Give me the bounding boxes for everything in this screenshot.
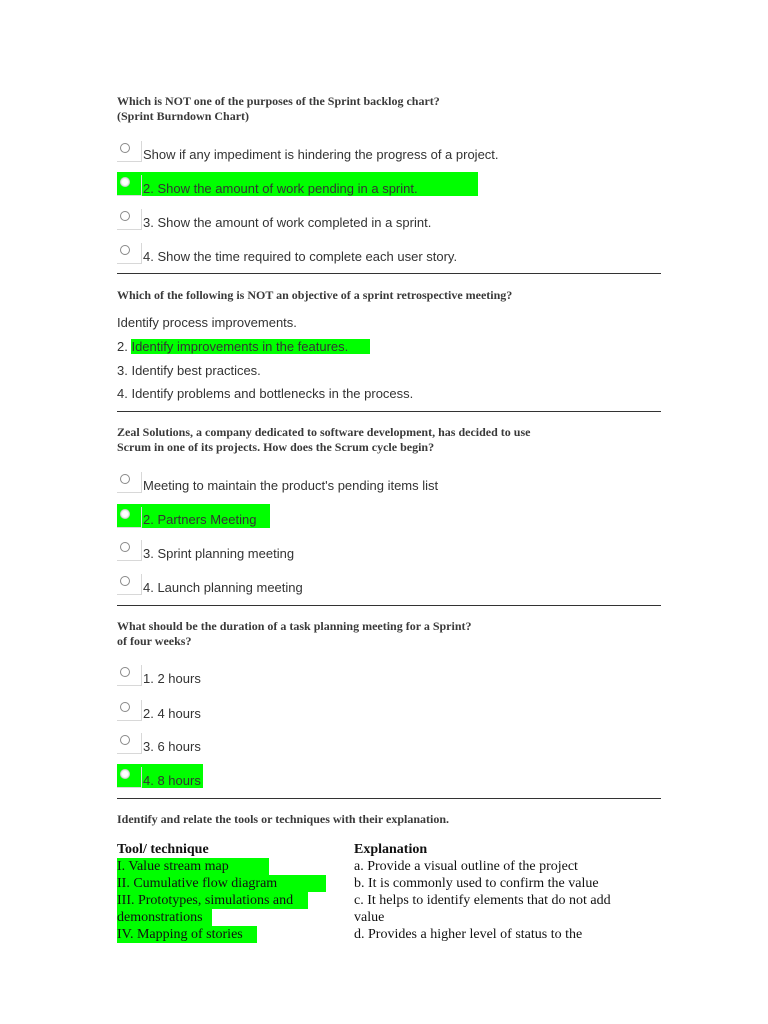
question-1-text bbox=[117, 94, 440, 124]
q3-option-2-label: 2. Partners Meeting bbox=[143, 512, 257, 527]
q3-option-3-label: 3. Sprint planning meeting bbox=[143, 546, 295, 561]
question-1-line-1: Which is NOT one of the purposes of the Sprint backlog chart? bbox=[117, 94, 440, 108]
q3-option-1-radio[interactable] bbox=[117, 472, 142, 493]
explanation-c-line-1: c. It helps to identify elements that do not add bbox=[354, 893, 611, 908]
explanation-d: d. Provides a higher level of status to the bbox=[354, 927, 583, 942]
q1-option-3-label: 3. Show the amount of work completed in a sprint. bbox=[143, 215, 432, 230]
q4-option-1-label: 1. 2 hours bbox=[143, 671, 201, 686]
divider-3 bbox=[117, 605, 661, 606]
q4-option-4-radio[interactable] bbox=[117, 767, 142, 788]
q1-option-1-radio[interactable] bbox=[117, 141, 142, 162]
q2-option-3-text: 3. Identify best practices. bbox=[117, 363, 261, 378]
question-3-text bbox=[117, 425, 530, 455]
q1-option-2-label: 2. Show the amount of work pending in a sprint. bbox=[143, 181, 418, 196]
tool-3-line-1: III. Prototypes, simulations and bbox=[117, 893, 294, 908]
q1-option-2-radio[interactable] bbox=[117, 175, 142, 196]
explanation-column-header: Explanation bbox=[354, 842, 428, 857]
q4-option-1-radio[interactable] bbox=[117, 665, 142, 686]
q1-option-3-radio[interactable] bbox=[117, 209, 142, 230]
explanation-a: a. Provide a visual outline of the project bbox=[354, 859, 578, 874]
tool-column-header: Tool/ technique bbox=[117, 842, 209, 857]
question-4-line-2: of four weeks? bbox=[117, 634, 192, 648]
q4-option-2-radio[interactable] bbox=[117, 700, 142, 721]
q1-option-1-label: Show if any impediment is hindering the progress of a project. bbox=[143, 147, 499, 162]
q2-option-2-text-highlighted: Identify improvements in the features. bbox=[131, 339, 370, 354]
divider-2 bbox=[117, 411, 661, 412]
q4-option-2-label: 2. 4 hours bbox=[143, 706, 201, 721]
q4-option-3-label: 3. 6 hours bbox=[143, 739, 201, 754]
q3-option-4-radio[interactable] bbox=[117, 574, 142, 595]
q4-option-4-label: 4. 8 hours bbox=[143, 773, 201, 788]
q2-option-3-label bbox=[117, 363, 261, 379]
q1-option-4-label: 4. Show the time required to complete each user story. bbox=[143, 249, 458, 264]
q3-option-1-label: Meeting to maintain the product's pending items list bbox=[143, 478, 439, 493]
q2-option-4-text: 4. Identify problems and bottlenecks in the process. bbox=[117, 386, 414, 401]
question-3-line-2: Scrum in one of its projects. How does the Scrum cycle begin? bbox=[117, 440, 435, 454]
q4-option-3-radio[interactable] bbox=[117, 733, 142, 754]
q1-option-4-radio[interactable] bbox=[117, 243, 142, 264]
q3-option-4-label: 4. Launch planning meeting bbox=[143, 580, 303, 595]
tool-1: I. Value stream map bbox=[117, 859, 229, 874]
q2-option-2-prefix: 2. bbox=[117, 339, 132, 354]
divider-1 bbox=[117, 273, 661, 274]
q2-option-4-label bbox=[117, 386, 413, 402]
q3-option-3-radio[interactable] bbox=[117, 540, 142, 561]
q2-option-1-text: Identify process improvements. bbox=[117, 315, 297, 330]
question-4-line-1: What should be the duration of a task planning meeting for a Sprint? bbox=[117, 619, 472, 633]
q3-option-2-radio[interactable] bbox=[117, 507, 142, 528]
question-3-line-1: Zeal Solutions, a company dedicated to software development, has decided to use bbox=[117, 425, 531, 439]
question-2-text: Which of the following is NOT an objective of a sprint retrospective meeting? bbox=[117, 288, 513, 302]
divider-4 bbox=[117, 798, 661, 799]
question-4-text bbox=[117, 619, 472, 649]
q2-option-1-label bbox=[117, 315, 297, 331]
tool-2: II. Cumulative flow diagram bbox=[117, 876, 278, 891]
explanation-c-line-2: value bbox=[354, 910, 385, 925]
q2-option-2-label bbox=[117, 339, 370, 355]
question-1-line-2: (Sprint Burndown Chart) bbox=[117, 109, 250, 123]
explanation-b: b. It is commonly used to confirm the value bbox=[354, 876, 599, 891]
tool-3-line-2: demonstrations bbox=[117, 910, 203, 925]
tool-4: IV. Mapping of stories bbox=[117, 927, 243, 942]
question-5-text: Identify and relate the tools or techniques with their explanation. bbox=[117, 812, 450, 826]
